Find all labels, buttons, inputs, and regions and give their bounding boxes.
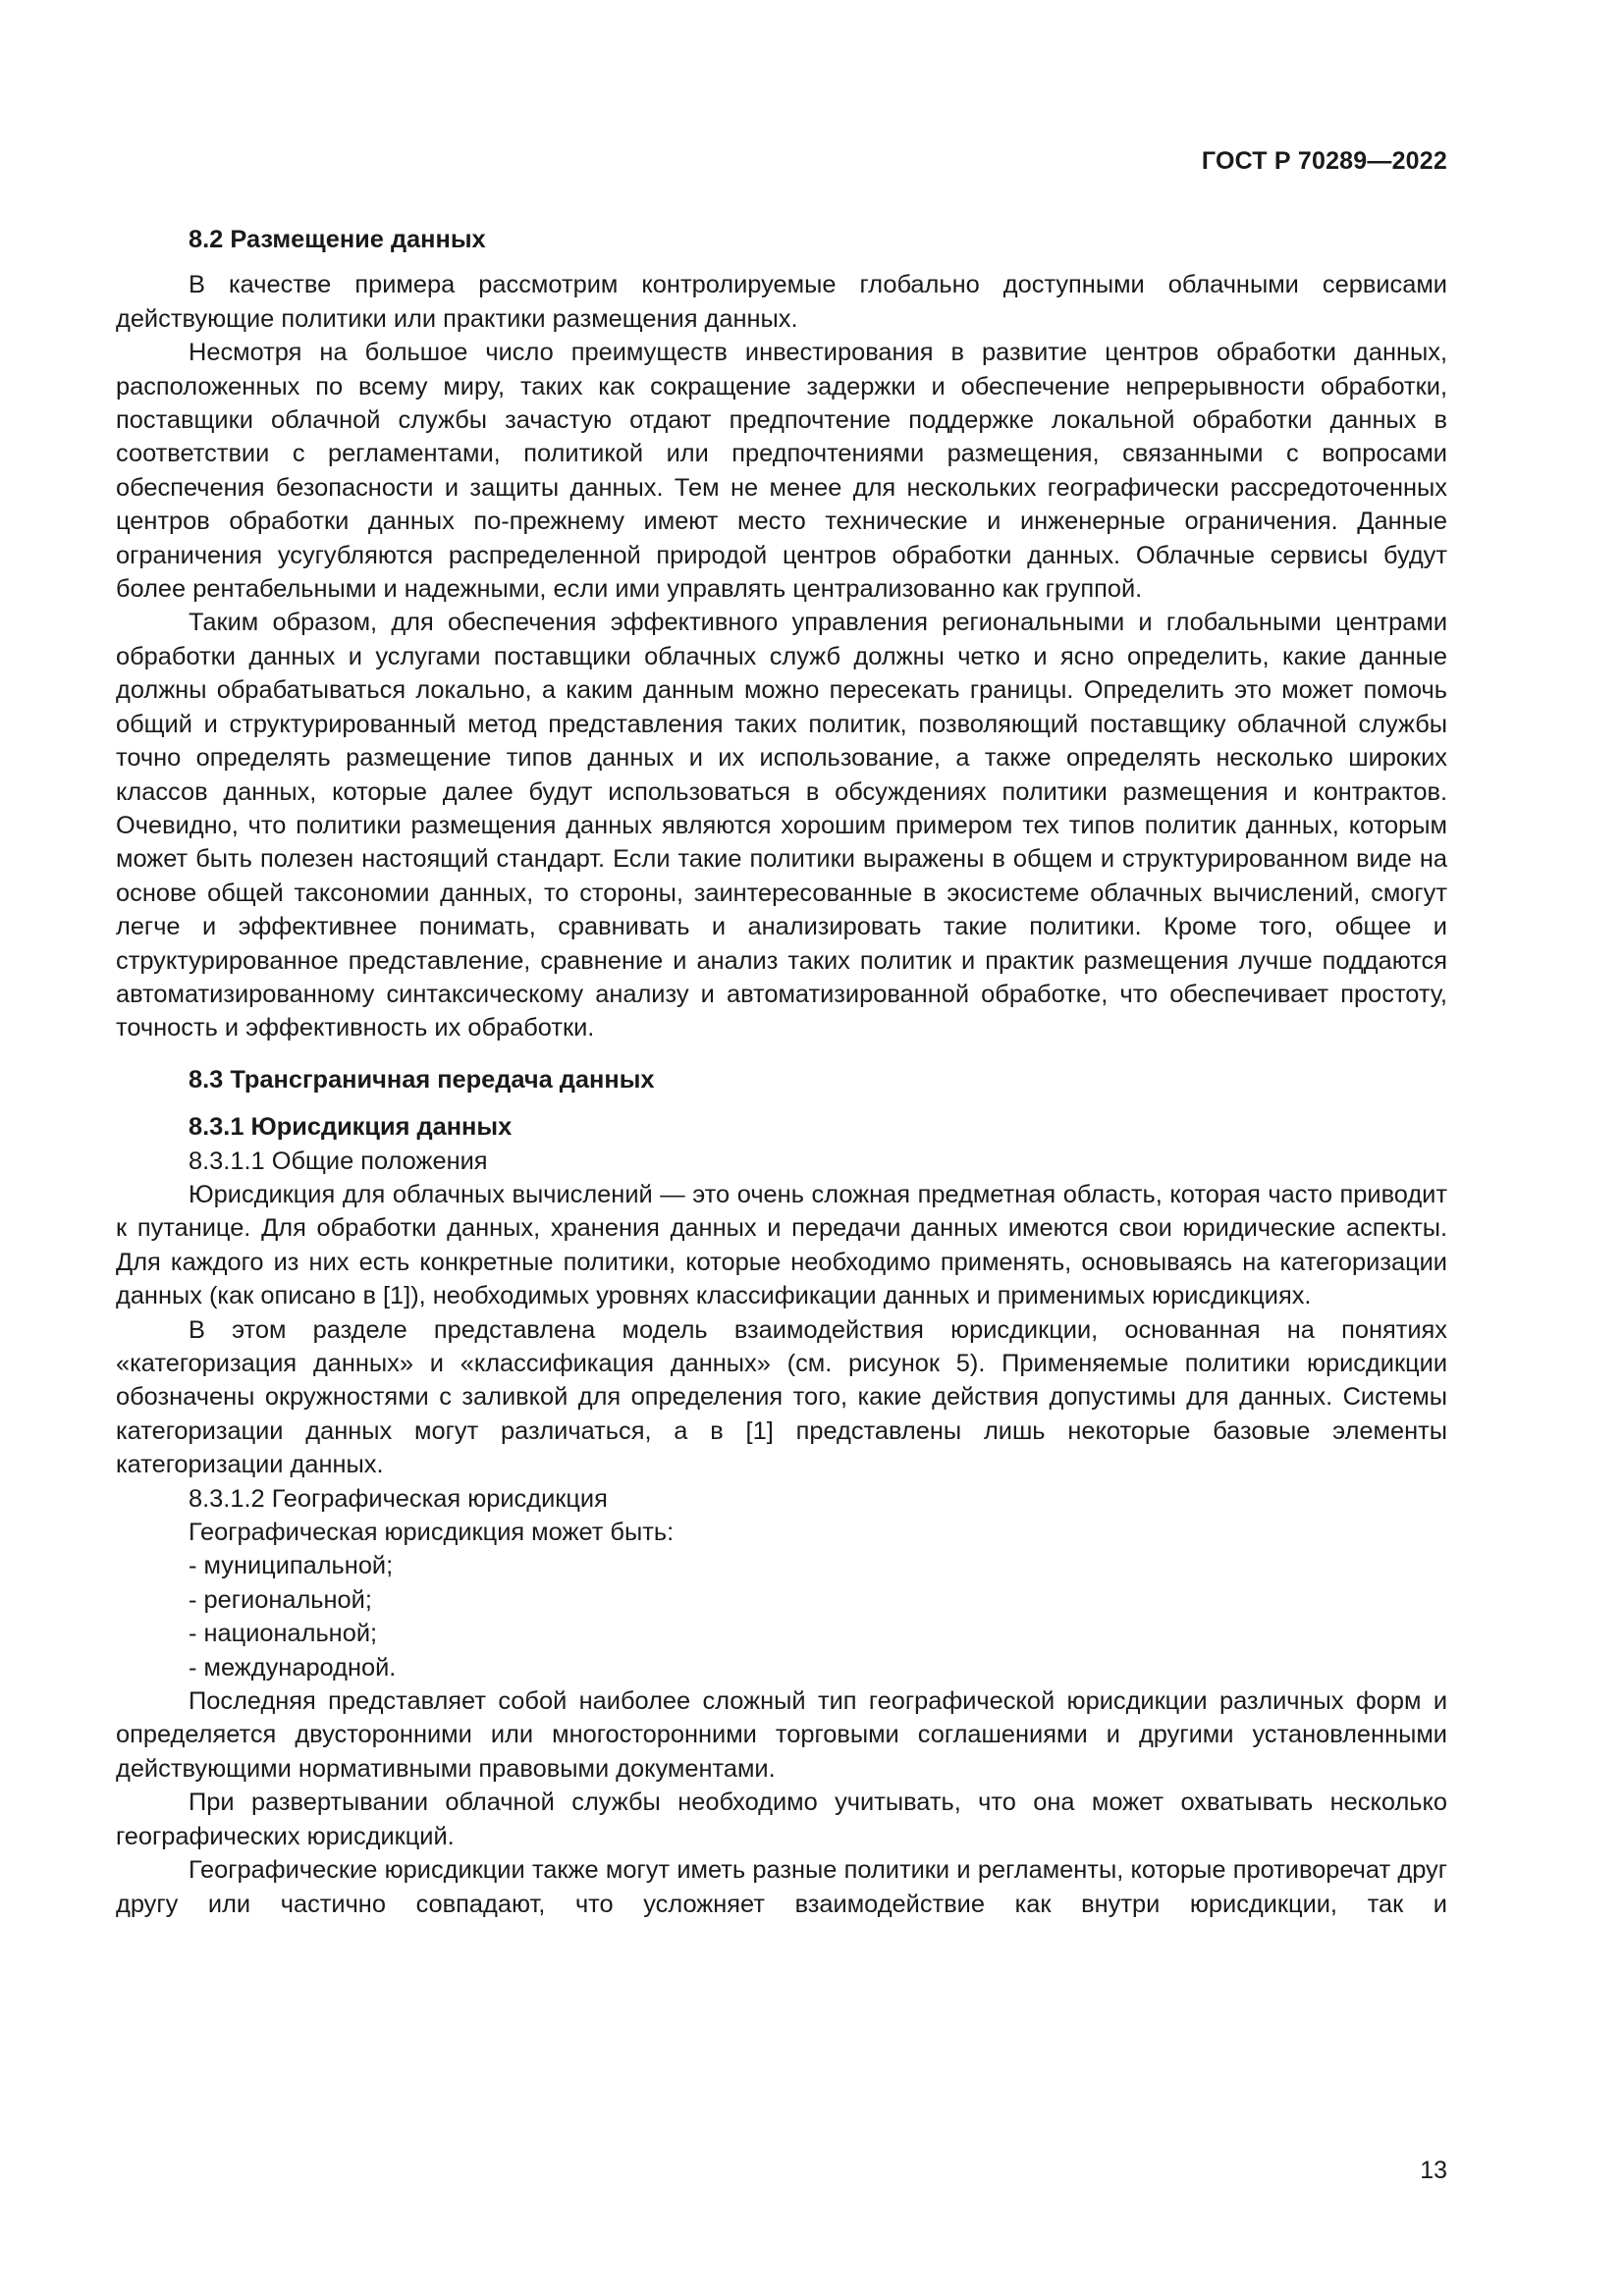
- list-item: - муниципальной;: [189, 1552, 394, 1580]
- section-heading-8-3: 8.3 Трансграничная передача данных: [189, 1065, 655, 1094]
- jurisdiction-list: [116, 1549, 1447, 1684]
- paragraph: В качестве примера рассмотрим контролируемые глобально доступными облачными сервисами действующие политики или практики размещения данных.: [116, 271, 1447, 333]
- subsection-heading-8-3-1-2: 8.3.1.2 Географическая юрисдикция: [189, 1484, 608, 1513]
- section-heading-8-2: 8.2 Размещение данных: [189, 226, 486, 253]
- list-intro: Географическая юрисдикция может быть:: [189, 1519, 675, 1547]
- subsection-heading-8-3-1: 8.3.1 Юрисдикция данных: [189, 1113, 513, 1142]
- paragraph: Несмотря на большое число преимуществ инвестирования в развитие центров обработки данных, расположенных по всему миру, таких как сокращение задержки и обеспечение непрерывности обработки, поставщики облачной службы зачастую отдают предпочтение поддержке локальной обработки данных в соответствии с регламентами, политикой или предпочтениями размещения, связанными с вопросами обеспечения безопасности и защиты данных. Тем не менее для нескольких географически рассредоточенных центров обработки данных по-прежнему имеют место технические и инженерные ограничения. Данные ограничения усугубляются распределенной природой центров обработки данных. Облачные сервисы будут более рентабельными и надежными, если ими управлять централизованно как группой.: [116, 339, 1447, 604]
- paragraph: При развертывании облачной службы необходимо учитывать, что она может охватывать несколько географических юрисдикций.: [116, 1789, 1447, 1850]
- list-item: - международной.: [189, 1653, 397, 1682]
- paragraph: Таким образом, для обеспечения эффективного управления региональными и глобальными центрами обработки данных и услугами поставщики облачных служб должны четко и ясно определить, какие данные должны обрабатываться локально, а каким данным можно пересекать границы. Определить это может помочь общий и структурированный метод представления таких политик, позволяющий поставщику облачной службы точно определять размещение типов данных и их использование, а также определять несколько широких классов данных, которые далее будут использоваться в обсуждениях политики размещения и контрактов. Очевидно, что политики размещения данных являются хорошим примером тех типов политик данных, которым может быть полезен настоящий стандарт. Если такие политики выражены в общем и структурированном виде на основе общей таксономии данных, то стороны, заинтересованные в экосистеме облачных вычислений, смогут легче и эффективнее понимать, сравнивать и анализировать такие политики. Кроме того, общее и структурированное представление, сравнение и анализ таких политик и практик размещения лучше поддаются автоматизированному синтаксическому анализу и автоматизированной обработке, что обеспечивает простоту, точность и эффективность их обработки.: [116, 609, 1447, 1042]
- page-number: 13: [1420, 2157, 1447, 2184]
- standard-id-header: ГОСТ Р 70289—2022: [1201, 147, 1447, 175]
- paragraph: Юрисдикция для облачных вычислений — это очень сложная предметная область, которая часто приводит к путанице. Для обработки данных, хранения данных и передачи данных имеются свои юридические аспекты. Для каждого из них есть конкретные политики, которые необходимо применять, основываясь на категоризации данных (как описано в [1]), необходимых уровнях классификации данных и применимых юрисдикциях.: [116, 1180, 1447, 1310]
- paragraph: Географические юрисдикции также могут иметь разные политики и регламенты, которые противоречат друг другу или частично совпадают, что усложняет взаимодействие как внутри юрисдикции, так и: [116, 1856, 1447, 1918]
- paragraph: Последняя представляет собой наиболее сложный тип географической юрисдикции различных форм и определяется двусторонними или многосторонними торговыми соглашениями и другими установленными действующими нормативными правовыми документами.: [116, 1687, 1447, 1783]
- list-item: - национальной;: [189, 1620, 378, 1648]
- paragraph: В этом разделе представлена модель взаимодействия юрисдикции, основанная на понятиях «категоризация данных» и «классификация данных» (см. рисунок 5). Применяемые политики юрисдикции обозначены окружностями с заливкой для определения того, какие действия допустимы для данных. Системы категоризации данных могут различаться, а в [1] представлены лишь некоторые базовые элементы категоризации данных.: [116, 1315, 1447, 1479]
- subsection-heading-8-3-1-1: 8.3.1.1 Общие положения: [189, 1147, 488, 1175]
- list-item: - региональной;: [189, 1585, 372, 1614]
- page-content: [116, 223, 1447, 1921]
